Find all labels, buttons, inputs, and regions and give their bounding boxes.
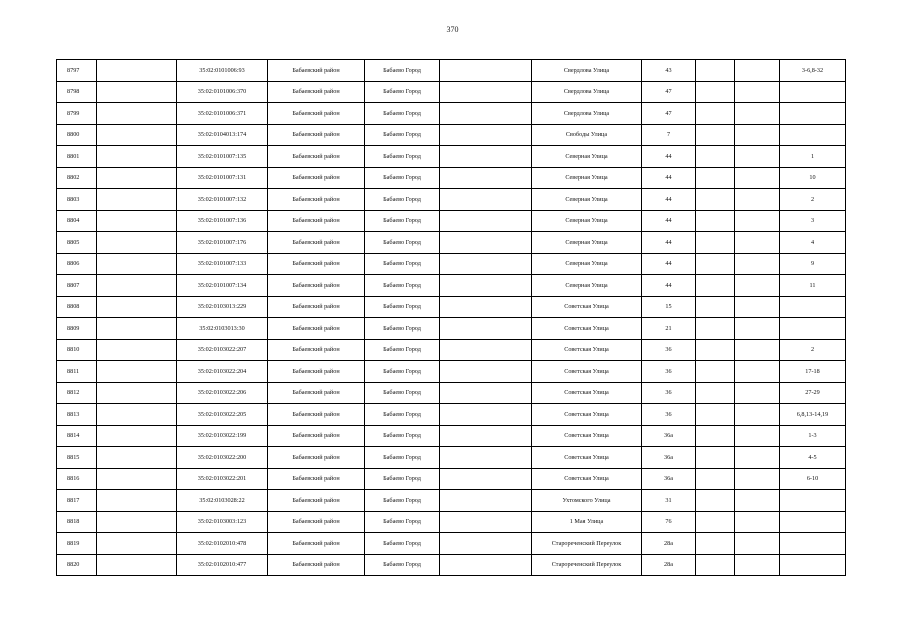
table-cell: 35:02:0101007:134 xyxy=(177,275,268,297)
table-cell: 1 xyxy=(780,146,846,168)
table-cell xyxy=(735,468,780,490)
table-cell: 8816 xyxy=(57,468,97,490)
table-cell: 8817 xyxy=(57,490,97,512)
table-cell: 35:02:0101007:132 xyxy=(177,189,268,211)
table-cell: Бабаево Город xyxy=(365,189,440,211)
table-cell: Бабаевский район xyxy=(268,425,365,447)
table-cell: 8807 xyxy=(57,275,97,297)
table-cell: 35:02:0103028:22 xyxy=(177,490,268,512)
table-row xyxy=(57,318,846,340)
table-cell: Бабаево Город xyxy=(365,60,440,82)
table-cell: Бабаево Город xyxy=(365,210,440,232)
table-cell xyxy=(696,232,735,254)
table-cell: 44 xyxy=(642,210,696,232)
table-cell: 44 xyxy=(642,275,696,297)
table-cell: Бабаевский район xyxy=(268,275,365,297)
table-cell xyxy=(696,533,735,555)
table-cell: Советская Улица xyxy=(532,468,642,490)
table-cell: Свердлова Улица xyxy=(532,81,642,103)
table-cell: Бабаевский район xyxy=(268,167,365,189)
table-cell: 3 xyxy=(780,210,846,232)
table-row xyxy=(57,253,846,275)
table-cell: 8815 xyxy=(57,447,97,469)
table-cell xyxy=(780,511,846,533)
table-cell xyxy=(735,318,780,340)
table-cell xyxy=(440,146,532,168)
table-cell: 17-18 xyxy=(780,361,846,383)
table-cell xyxy=(440,339,532,361)
table-cell: 35:02:0101007:131 xyxy=(177,167,268,189)
table-cell: 8810 xyxy=(57,339,97,361)
table-cell xyxy=(97,189,177,211)
table-cell: Советская Улица xyxy=(532,361,642,383)
table-cell xyxy=(440,382,532,404)
table-cell: Северная Улица xyxy=(532,189,642,211)
table-cell xyxy=(735,339,780,361)
table-cell xyxy=(696,275,735,297)
table-cell: 8819 xyxy=(57,533,97,555)
table-cell: 8811 xyxy=(57,361,97,383)
table-cell xyxy=(735,103,780,125)
table-cell xyxy=(735,146,780,168)
table-cell: 21 xyxy=(642,318,696,340)
table-cell xyxy=(97,533,177,555)
table-row xyxy=(57,404,846,426)
table-cell: 35:02:0103013:229 xyxy=(177,296,268,318)
table-cell xyxy=(440,232,532,254)
table-cell xyxy=(780,124,846,146)
table-cell: 36а xyxy=(642,425,696,447)
table-cell xyxy=(735,382,780,404)
table-cell: 47 xyxy=(642,81,696,103)
table-cell: Бабаево Город xyxy=(365,447,440,469)
table-cell: Бабаевский район xyxy=(268,468,365,490)
table-cell xyxy=(440,189,532,211)
table-cell xyxy=(696,81,735,103)
table-cell: 8800 xyxy=(57,124,97,146)
table-cell xyxy=(696,404,735,426)
table-cell: 44 xyxy=(642,232,696,254)
table-cell: 35:02:0103022:199 xyxy=(177,425,268,447)
table-cell: Бабаево Город xyxy=(365,167,440,189)
table-cell: 35:02:0103022:206 xyxy=(177,382,268,404)
table-cell: Бабаевский район xyxy=(268,146,365,168)
table-cell: Бабаево Город xyxy=(365,146,440,168)
table-cell xyxy=(97,103,177,125)
table-cell xyxy=(97,124,177,146)
table-cell: 35:02:0102010:477 xyxy=(177,554,268,576)
table-row xyxy=(57,60,846,82)
table-cell xyxy=(735,361,780,383)
table-cell: 8804 xyxy=(57,210,97,232)
table-row xyxy=(57,425,846,447)
table-cell: 8802 xyxy=(57,167,97,189)
table-cell: 35:02:0103022:205 xyxy=(177,404,268,426)
table-cell xyxy=(440,511,532,533)
table-cell xyxy=(97,490,177,512)
table-cell xyxy=(97,511,177,533)
table-cell xyxy=(696,167,735,189)
table-cell xyxy=(97,361,177,383)
table-cell xyxy=(440,425,532,447)
table-cell xyxy=(696,447,735,469)
table-cell: Советская Улица xyxy=(532,404,642,426)
table-cell: 8809 xyxy=(57,318,97,340)
table-row xyxy=(57,103,846,125)
table-cell: Бабаевский район xyxy=(268,81,365,103)
table-row xyxy=(57,210,846,232)
table-cell: 2 xyxy=(780,339,846,361)
table-row xyxy=(57,124,846,146)
table-cell: Советская Улица xyxy=(532,296,642,318)
table-cell: 35:02:0101007:136 xyxy=(177,210,268,232)
table-cell: 11 xyxy=(780,275,846,297)
table-cell: 4 xyxy=(780,232,846,254)
table-cell xyxy=(440,81,532,103)
table-cell xyxy=(97,382,177,404)
table-cell xyxy=(780,490,846,512)
table-cell xyxy=(440,60,532,82)
page-number: 370 xyxy=(446,25,459,34)
table-cell: Бабаевский район xyxy=(268,533,365,555)
table-row xyxy=(57,339,846,361)
table-cell: Свердлова Улица xyxy=(532,103,642,125)
table-cell xyxy=(780,554,846,576)
table-cell: 44 xyxy=(642,253,696,275)
table-cell: 35:02:0103013:30 xyxy=(177,318,268,340)
table-cell: 8820 xyxy=(57,554,97,576)
table-cell xyxy=(780,296,846,318)
table-row xyxy=(57,275,846,297)
table-cell: 35:02:0103022:201 xyxy=(177,468,268,490)
table-cell xyxy=(780,103,846,125)
table-cell xyxy=(440,361,532,383)
table-cell xyxy=(696,146,735,168)
table-cell: 35:02:0101006:370 xyxy=(177,81,268,103)
table-cell xyxy=(696,296,735,318)
table-cell xyxy=(696,361,735,383)
table-row xyxy=(57,468,846,490)
table-cell: Советская Улица xyxy=(532,318,642,340)
table-row xyxy=(57,146,846,168)
table-cell xyxy=(735,189,780,211)
table-cell xyxy=(97,253,177,275)
table-cell xyxy=(735,275,780,297)
table-cell xyxy=(97,167,177,189)
table-cell: Советская Улица xyxy=(532,447,642,469)
table-row xyxy=(57,232,846,254)
table-cell xyxy=(735,60,780,82)
table-cell xyxy=(735,533,780,555)
table-cell: Свердлова Улица xyxy=(532,60,642,82)
table-cell: Ухтомского Улица xyxy=(532,490,642,512)
table-cell: Бабаевский район xyxy=(268,124,365,146)
table-cell: Старореченский Переулок xyxy=(532,554,642,576)
table-cell: 44 xyxy=(642,189,696,211)
table-cell xyxy=(696,490,735,512)
table-cell: 28а xyxy=(642,554,696,576)
table-cell: 36а xyxy=(642,468,696,490)
table-cell xyxy=(735,232,780,254)
table-cell xyxy=(735,296,780,318)
table-cell: 9 xyxy=(780,253,846,275)
table-cell xyxy=(97,232,177,254)
table-cell xyxy=(440,296,532,318)
table-cell: 6-10 xyxy=(780,468,846,490)
table-cell: Советская Улица xyxy=(532,382,642,404)
table-cell: Северная Улица xyxy=(532,210,642,232)
table-cell: 76 xyxy=(642,511,696,533)
table-cell xyxy=(735,124,780,146)
table-cell: 36 xyxy=(642,382,696,404)
table-cell: 44 xyxy=(642,146,696,168)
table-cell: 35:02:0101006:93 xyxy=(177,60,268,82)
table-row xyxy=(57,490,846,512)
table-cell: 8814 xyxy=(57,425,97,447)
table-cell: Бабаевский район xyxy=(268,103,365,125)
table-cell: 8812 xyxy=(57,382,97,404)
table-cell xyxy=(440,318,532,340)
table-cell: 8798 xyxy=(57,81,97,103)
table-cell: 35:02:0103003:123 xyxy=(177,511,268,533)
table-cell xyxy=(735,554,780,576)
table-cell: 36 xyxy=(642,361,696,383)
table-cell xyxy=(696,554,735,576)
table-cell: Бабаево Город xyxy=(365,275,440,297)
table-cell: 47 xyxy=(642,103,696,125)
table-cell: 35:02:0103022:204 xyxy=(177,361,268,383)
table-cell xyxy=(735,447,780,469)
table-row xyxy=(57,81,846,103)
table-cell: Бабаево Город xyxy=(365,296,440,318)
table-cell: Северная Улица xyxy=(532,232,642,254)
table-cell xyxy=(696,103,735,125)
table-cell xyxy=(440,554,532,576)
table-cell xyxy=(440,533,532,555)
table-cell: 8813 xyxy=(57,404,97,426)
table-cell: Бабаевский район xyxy=(268,318,365,340)
table-cell: Бабаево Город xyxy=(365,533,440,555)
table-cell: Бабаевский район xyxy=(268,382,365,404)
table-cell: 8808 xyxy=(57,296,97,318)
table-cell xyxy=(735,210,780,232)
table-cell xyxy=(97,554,177,576)
table-cell: Бабаевский район xyxy=(268,296,365,318)
table-cell: 35:02:0101006:371 xyxy=(177,103,268,125)
table-cell xyxy=(735,404,780,426)
table-cell: Бабаево Город xyxy=(365,554,440,576)
table-cell: Бабаевский район xyxy=(268,490,365,512)
table-cell: 8805 xyxy=(57,232,97,254)
table-cell xyxy=(440,210,532,232)
table-cell: Бабаевский район xyxy=(268,210,365,232)
table-cell: 7 xyxy=(642,124,696,146)
table-cell xyxy=(696,382,735,404)
table-cell: 36 xyxy=(642,339,696,361)
table-cell: 1 Мая Улица xyxy=(532,511,642,533)
table-cell: 8806 xyxy=(57,253,97,275)
table-cell xyxy=(696,60,735,82)
table-row xyxy=(57,447,846,469)
table-cell: Советская Улица xyxy=(532,425,642,447)
table-cell: 10 xyxy=(780,167,846,189)
table-cell: Бабаевский район xyxy=(268,554,365,576)
table-cell xyxy=(97,339,177,361)
table-row xyxy=(57,382,846,404)
table-cell: Бабаево Город xyxy=(365,318,440,340)
table-cell: Бабаевский район xyxy=(268,253,365,275)
table-cell xyxy=(780,318,846,340)
table-row xyxy=(57,511,846,533)
table-cell xyxy=(735,81,780,103)
registry-table xyxy=(56,59,846,576)
table-cell: 35:02:0103022:207 xyxy=(177,339,268,361)
table-cell: Бабаево Город xyxy=(365,382,440,404)
table-cell: 8803 xyxy=(57,189,97,211)
table-cell xyxy=(735,425,780,447)
table-cell xyxy=(97,447,177,469)
table-cell: Бабаевский район xyxy=(268,189,365,211)
table-cell: 31 xyxy=(642,490,696,512)
table-cell xyxy=(97,404,177,426)
table-cell: Бабаево Город xyxy=(365,468,440,490)
table-row xyxy=(57,167,846,189)
table-cell: Бабаево Город xyxy=(365,361,440,383)
table-cell: 6,8,13-14,19 xyxy=(780,404,846,426)
table-cell: Северная Улица xyxy=(532,275,642,297)
table-cell xyxy=(97,318,177,340)
table-cell: 1-3 xyxy=(780,425,846,447)
table-cell: Бабаево Город xyxy=(365,339,440,361)
table-cell: Бабаевский район xyxy=(268,511,365,533)
table-cell: 43 xyxy=(642,60,696,82)
table-row xyxy=(57,361,846,383)
table-cell xyxy=(97,210,177,232)
table-cell: 28а xyxy=(642,533,696,555)
table-cell: 8818 xyxy=(57,511,97,533)
table-cell: Бабаевский район xyxy=(268,404,365,426)
table-cell: Северная Улица xyxy=(532,167,642,189)
table-cell xyxy=(696,318,735,340)
table-cell xyxy=(440,275,532,297)
table-cell xyxy=(735,253,780,275)
table-cell: Советская Улица xyxy=(532,339,642,361)
table-cell: 8801 xyxy=(57,146,97,168)
table-cell: 44 xyxy=(642,167,696,189)
table-cell xyxy=(440,253,532,275)
table-cell: Бабаево Город xyxy=(365,425,440,447)
table-cell: 8797 xyxy=(57,60,97,82)
table-cell xyxy=(97,425,177,447)
table-cell: Бабаево Город xyxy=(365,253,440,275)
table-cell: 27-29 xyxy=(780,382,846,404)
table-cell: Бабаевский район xyxy=(268,232,365,254)
table-cell: Бабаево Город xyxy=(365,81,440,103)
table-cell: Бабаевский район xyxy=(268,339,365,361)
table-cell xyxy=(780,81,846,103)
table-cell xyxy=(440,404,532,426)
table-cell: Бабаево Город xyxy=(365,404,440,426)
table-cell xyxy=(735,490,780,512)
table-cell xyxy=(97,81,177,103)
table-cell xyxy=(440,167,532,189)
table-cell: Бабаевский район xyxy=(268,60,365,82)
table-cell: Северная Улица xyxy=(532,253,642,275)
table-cell xyxy=(735,167,780,189)
table-cell xyxy=(780,533,846,555)
table-cell xyxy=(97,468,177,490)
table-cell xyxy=(696,425,735,447)
table-cell xyxy=(440,124,532,146)
table-cell xyxy=(440,468,532,490)
table-cell: Бабаево Город xyxy=(365,103,440,125)
table-cell: 35:02:0103022:200 xyxy=(177,447,268,469)
table-cell: 3-6,8-32 xyxy=(780,60,846,82)
table-cell: 15 xyxy=(642,296,696,318)
table-cell: 35:02:0102010:478 xyxy=(177,533,268,555)
table-cell xyxy=(97,296,177,318)
table-cell xyxy=(696,124,735,146)
table-cell: Старореченский Переулок xyxy=(532,533,642,555)
table-cell: 36 xyxy=(642,404,696,426)
table-cell: 36а xyxy=(642,447,696,469)
table-cell xyxy=(97,146,177,168)
table-row xyxy=(57,554,846,576)
table-cell xyxy=(696,210,735,232)
table-cell xyxy=(97,60,177,82)
table-cell xyxy=(696,511,735,533)
table-cell xyxy=(696,189,735,211)
table-cell: Бабаевский район xyxy=(268,361,365,383)
table-cell xyxy=(440,447,532,469)
table-cell xyxy=(696,468,735,490)
table-cell: 35:02:0101007:135 xyxy=(177,146,268,168)
table-cell: 4-5 xyxy=(780,447,846,469)
table-cell: Бабаево Город xyxy=(365,511,440,533)
table-cell: 2 xyxy=(780,189,846,211)
table-cell: Бабаевский район xyxy=(268,447,365,469)
table-row xyxy=(57,533,846,555)
table-cell: 8799 xyxy=(57,103,97,125)
table-cell: Бабаево Город xyxy=(365,490,440,512)
table-cell xyxy=(440,103,532,125)
table-cell xyxy=(440,490,532,512)
table-cell: 35:02:0104013:174 xyxy=(177,124,268,146)
table-cell xyxy=(696,253,735,275)
table-cell xyxy=(97,275,177,297)
table-cell: 35:02:0101007:176 xyxy=(177,232,268,254)
table-cell: Свободы Улица xyxy=(532,124,642,146)
table-cell: 35:02:0101007:133 xyxy=(177,253,268,275)
table-cell: Бабаево Город xyxy=(365,124,440,146)
table-cell xyxy=(735,511,780,533)
table-cell: Северная Улица xyxy=(532,146,642,168)
table-cell: Бабаево Город xyxy=(365,232,440,254)
table-cell xyxy=(696,339,735,361)
table-row xyxy=(57,189,846,211)
table-row xyxy=(57,296,846,318)
